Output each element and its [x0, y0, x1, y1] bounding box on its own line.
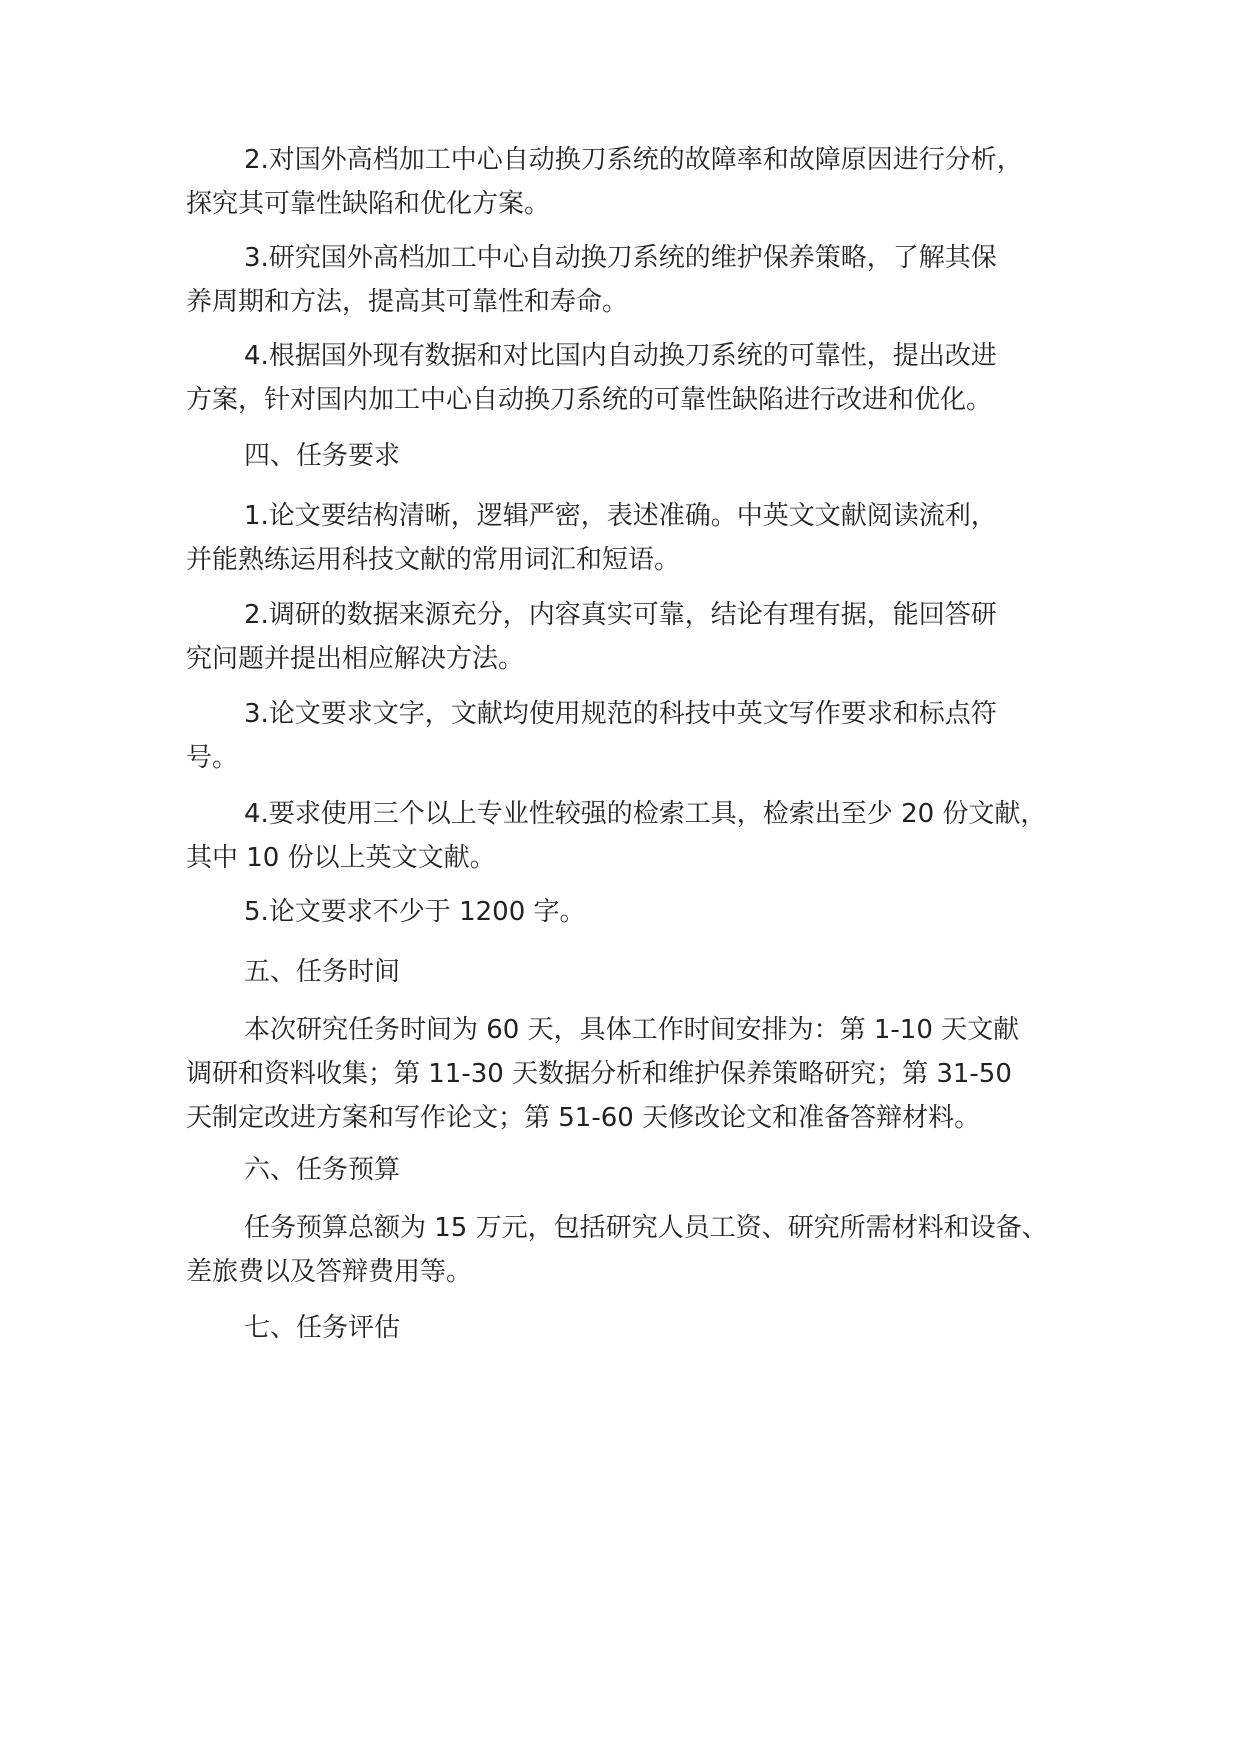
paragraph-line: 4.要求使用三个以上专业性较强的检索工具，检索出至少 20 份文献，	[244, 799, 1047, 829]
req-2-data-sources	[186, 593, 1086, 681]
section-heading-requirements	[186, 434, 1086, 478]
paragraph-line: 并能熟练运用科技文献的常用词汇和短语。	[186, 545, 681, 575]
budget-text	[186, 1206, 1086, 1294]
paragraph-line: 差旅费以及答辩费用等。	[186, 1257, 473, 1287]
req-3-writing-standard	[186, 692, 1086, 780]
section-heading-time	[186, 950, 1086, 994]
paragraph-line: 究问题并提出相应解决方法。	[186, 644, 525, 674]
paragraph-line: 2.对国外高档加工中心自动换刀系统的故障率和故障原因进行分析，	[244, 145, 1023, 175]
paragraph-line: 调研和资料收集；第 11-30 天数据分析和维护保养策略研究；第 31-50	[186, 1059, 1012, 1089]
item-3-maintenance-strategy	[186, 236, 1086, 324]
paragraph-line: 3.研究国外高档加工中心自动换刀系统的维护保养策略，了解其保	[244, 243, 997, 273]
paragraph-line: 养周期和方法，提高其可靠性和寿命。	[186, 287, 629, 317]
item-4-improvement-plan	[186, 334, 1086, 422]
section-heading: 五、任务时间	[244, 957, 401, 987]
paragraph-line: 天制定改进方案和写作论文；第 51-60 天修改论文和准备答辩材料。	[186, 1103, 981, 1133]
section-heading: 六、任务预算	[244, 1155, 401, 1185]
schedule-text	[186, 1008, 1086, 1140]
section-heading-budget	[186, 1148, 1086, 1192]
paragraph-line: 任务预算总额为 15 万元，包括研究人员工资、研究所需材料和设备、	[244, 1213, 1048, 1243]
paragraph-line: 号。	[186, 743, 239, 773]
item-2-fault-analysis	[186, 138, 1086, 226]
section-heading-evaluation	[186, 1306, 1086, 1350]
paragraph-line: 探究其可靠性缺陷和优化方案。	[186, 189, 551, 219]
paragraph-line: 2.调研的数据来源充分，内容真实可靠，结论有理有据，能回答研	[244, 600, 997, 630]
section-heading: 四、任务要求	[244, 441, 401, 471]
req-5-word-count	[186, 890, 1086, 934]
paragraph-line: 其中 10 份以上英文文献。	[186, 843, 496, 873]
req-4-retrieval-tools	[186, 792, 1086, 880]
paragraph-line: 1.论文要结构清晰，逻辑严密，表述准确。中英文文献阅读流利，	[244, 501, 997, 531]
paragraph-line: 5.论文要求不少于 1200 字。	[244, 897, 586, 927]
section-heading: 七、任务评估	[244, 1313, 401, 1343]
paragraph-line: 本次研究任务时间为 60 天，具体工作时间安排为：第 1-10 天文献	[244, 1015, 1020, 1045]
paragraph-line: 方案，针对国内加工中心自动换刀系统的可靠性缺陷进行改进和优化。	[186, 385, 993, 415]
req-1-structure	[186, 494, 1086, 582]
paragraph-line: 4.根据国外现有数据和对比国内自动换刀系统的可靠性，提出改进	[244, 341, 997, 371]
paragraph-line: 3.论文要求文字，文献均使用规范的科技中英文写作要求和标点符	[244, 699, 997, 729]
